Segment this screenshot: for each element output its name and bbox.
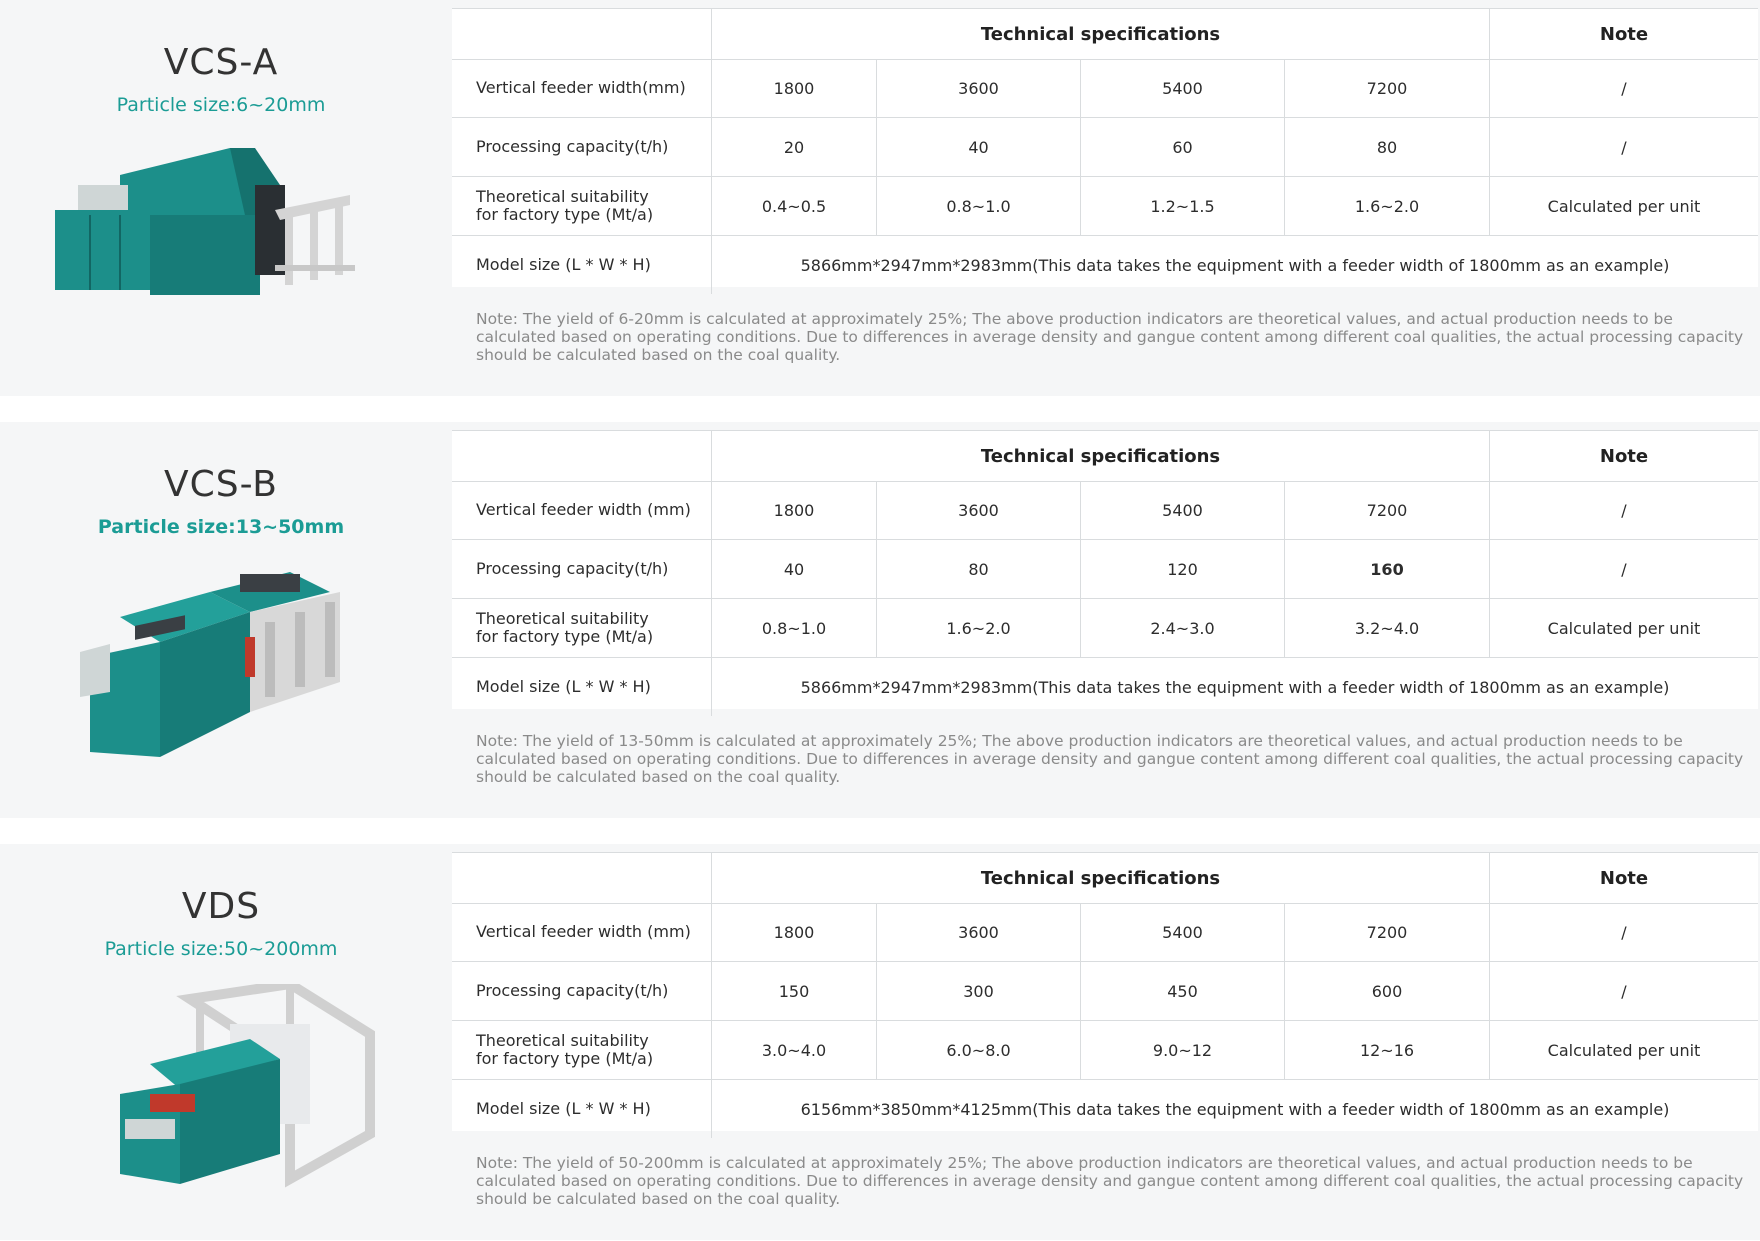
row-label <box>452 177 711 235</box>
cell-value: 150 <box>711 962 876 1020</box>
machine-image <box>50 140 400 350</box>
model-name: VCS-A <box>163 42 279 83</box>
table-row <box>452 599 1758 658</box>
header-tech-specs: Technical specifications <box>711 9 1489 59</box>
table-header-row <box>452 853 1758 904</box>
cell-note: / <box>1489 903 1758 961</box>
cell-value: 1.6~2.0 <box>1284 177 1489 235</box>
spec-table <box>452 430 1758 709</box>
cell-value: 1800 <box>711 903 876 961</box>
footnote: Note: The yield of 6-20mm is calculated at approximately 25%; The above production indicators are theoretical values, and actual production needs to be calculated based on operating conditions. Due to differences in average density and gangue content among different coal qualities, the actual processing capacity should be calculated based on the coal quality. <box>476 310 1744 364</box>
product-section-vds <box>0 844 1760 1240</box>
row-label-line: Theoretical suitability <box>476 1031 649 1050</box>
cell-value: 5400 <box>1080 481 1284 539</box>
row-label: Processing capacity(t/h) <box>476 137 669 156</box>
row-label-line: Theoretical suitability <box>476 187 649 206</box>
footnote: Note: The yield of 50-200mm is calculated at approximately 25%; The above production indicators are theoretical values, and actual production needs to be calculated based on operating conditions. Due to differences in average density and gangue content among different coal qualities, the actual processing capacity should be calculated based on the coal quality. <box>476 1154 1744 1208</box>
product-section-vcs-b <box>0 422 1760 818</box>
cell-value: 6.0~8.0 <box>876 1021 1080 1079</box>
row-label: Vertical feeder width (mm) <box>476 500 691 519</box>
table-row <box>452 903 1758 962</box>
cell-value: 80 <box>1284 118 1489 176</box>
row-label-line: for factory type (Mt/a) <box>476 627 654 646</box>
header-note: Note <box>1489 431 1758 481</box>
spec-table <box>452 8 1758 287</box>
cell-value: 3600 <box>876 59 1080 117</box>
cell-value: 0.8~1.0 <box>876 177 1080 235</box>
cell-value: 20 <box>711 118 876 176</box>
cell-value: 3.2~4.0 <box>1284 599 1489 657</box>
header-note: Note <box>1489 9 1758 59</box>
row-label-line: for factory type (Mt/a) <box>476 1049 654 1068</box>
table-header-row <box>452 9 1758 60</box>
cell-model-size: 6156mm*3850mm*4125mm(This data takes the equipment with a feeder width of 1800mm as an example) <box>711 1080 1758 1138</box>
cell-value: 3.0~4.0 <box>711 1021 876 1079</box>
machine-image <box>50 562 400 772</box>
table-row <box>452 118 1758 177</box>
machine-image <box>50 984 400 1194</box>
cell-value: 80 <box>876 540 1080 598</box>
product-summary <box>0 422 452 818</box>
row-label: Model size (L * W * H) <box>476 1099 651 1118</box>
row-label: Vertical feeder width (mm) <box>476 922 691 941</box>
table-row <box>452 236 1758 294</box>
cell-value: 120 <box>1080 540 1284 598</box>
header-blank <box>452 9 711 59</box>
cell-value: 5400 <box>1080 903 1284 961</box>
cell-value: 40 <box>876 118 1080 176</box>
table-row <box>452 481 1758 540</box>
cell-note: / <box>1489 59 1758 117</box>
cell-model-size: 5866mm*2947mm*2983mm(This data takes the equipment with a feeder width of 1800mm as an example) <box>711 658 1758 716</box>
cell-note: / <box>1489 118 1758 176</box>
row-label: Model size (L * W * H) <box>476 255 651 274</box>
cell-value: 3600 <box>876 481 1080 539</box>
cell-note: Calculated per unit <box>1489 1021 1758 1079</box>
cell-value: 1.2~1.5 <box>1080 177 1284 235</box>
cell-value: 300 <box>876 962 1080 1020</box>
table-row <box>452 59 1758 118</box>
cell-note: Calculated per unit <box>1489 599 1758 657</box>
particle-size: Particle size:50~200mm <box>104 938 338 960</box>
row-label <box>452 599 711 657</box>
particle-size: Particle size:6~20mm <box>116 94 326 116</box>
model-name: VCS-B <box>163 464 279 505</box>
model-name: VDS <box>181 886 261 927</box>
row-label: Model size (L * W * H) <box>476 677 651 696</box>
header-blank <box>452 853 711 903</box>
cell-note: / <box>1489 540 1758 598</box>
header-tech-specs: Technical specifications <box>711 853 1489 903</box>
cell-model-size: 5866mm*2947mm*2983mm(This data takes the equipment with a feeder width of 1800mm as an example) <box>711 236 1758 294</box>
table-row <box>452 962 1758 1021</box>
cell-note: Calculated per unit <box>1489 177 1758 235</box>
cell-value: 160 <box>1284 540 1489 598</box>
row-label: Processing capacity(t/h) <box>476 559 669 578</box>
cell-value: 600 <box>1284 962 1489 1020</box>
cell-value: 2.4~3.0 <box>1080 599 1284 657</box>
table-row <box>452 1080 1758 1138</box>
cell-value: 40 <box>711 540 876 598</box>
row-label: Vertical feeder width(mm) <box>476 78 686 97</box>
cell-value: 9.0~12 <box>1080 1021 1284 1079</box>
cell-value: 1800 <box>711 59 876 117</box>
product-summary <box>0 844 452 1240</box>
cell-note: / <box>1489 962 1758 1020</box>
cell-value: 1800 <box>711 481 876 539</box>
header-tech-specs: Technical specifications <box>711 431 1489 481</box>
row-label-line: Theoretical suitability <box>476 609 649 628</box>
cell-note: / <box>1489 481 1758 539</box>
cell-value: 7200 <box>1284 59 1489 117</box>
table-row <box>452 658 1758 716</box>
cell-value: 60 <box>1080 118 1284 176</box>
row-label: Processing capacity(t/h) <box>476 981 669 1000</box>
cell-value: 1.6~2.0 <box>876 599 1080 657</box>
cell-value: 0.4~0.5 <box>711 177 876 235</box>
cell-value: 7200 <box>1284 903 1489 961</box>
product-section-vcs-a <box>0 0 1760 396</box>
footnote: Note: The yield of 13-50mm is calculated at approximately 25%; The above production indicators are theoretical values, and actual production needs to be calculated based on operating conditions. Due to differences in average density and gangue content among different coal qualities, the actual processing capacity should be calculated based on the coal quality. <box>476 732 1744 786</box>
table-header-row <box>452 431 1758 482</box>
table-row <box>452 1021 1758 1080</box>
cell-value: 3600 <box>876 903 1080 961</box>
header-note: Note <box>1489 853 1758 903</box>
cell-value: 12~16 <box>1284 1021 1489 1079</box>
header-blank <box>452 431 711 481</box>
table-row <box>452 540 1758 599</box>
cell-value: 5400 <box>1080 59 1284 117</box>
row-label <box>452 1021 711 1079</box>
cell-value: 450 <box>1080 962 1284 1020</box>
particle-size: Particle size:13~50mm <box>97 516 345 538</box>
row-label-line: for factory type (Mt/a) <box>476 205 654 224</box>
product-summary <box>0 0 452 396</box>
cell-value: 0.8~1.0 <box>711 599 876 657</box>
table-row <box>452 177 1758 236</box>
spec-table <box>452 852 1758 1131</box>
cell-value: 7200 <box>1284 481 1489 539</box>
